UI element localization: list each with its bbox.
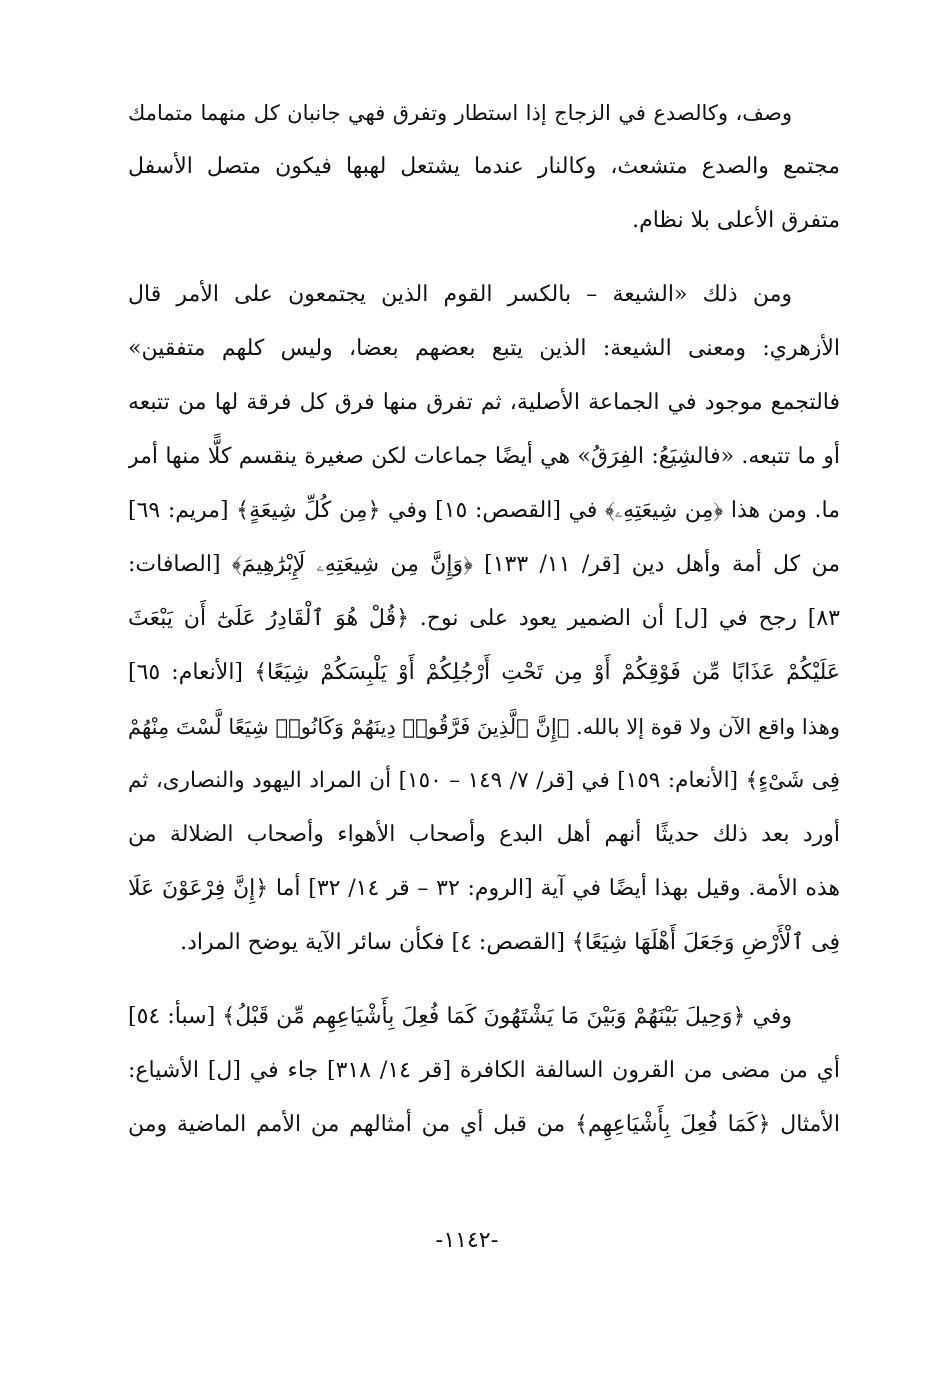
text-line: الأزهري: ومعنى الشيعة: الذين يتبع بعضهم بعضا، وليس كلهم متفقين» <box>128 336 840 361</box>
paragraph <box>128 268 840 970</box>
text-line: الأمثال ﴿كَمَا فُعِلَ بِأَشْيَاعِهِم﴾ من قبل أي من أمثالهم من الأمم الماضية ومن <box>128 1112 840 1137</box>
text-line: متفرق الأعلى بلا نظام. <box>632 208 840 233</box>
text-line: فِى ٱلْأَرْضِ وَجَعَلَ أَهْلَهَا شِيَعًا﴾ [القصص: ٤] فكأن سائر الآية يوضح المراد. <box>180 930 840 955</box>
text-line: من كل أمة وأهل دين [قر/ ١١/ ١٣٣] ﴿وَإِنَّ مِن شِيعَتِهِۦ لَإِبْرَٰهِيمَ﴾ [الصافات: <box>128 552 840 577</box>
paragraph <box>128 990 840 1152</box>
text-line: أورد بعد ذلك حديثًا أنهم أهل البدع وأصحاب الأهواء وأصحاب الضلالة من <box>128 822 840 847</box>
paragraph <box>128 86 840 248</box>
page-number: -١١٤٢- <box>435 1228 499 1253</box>
paragraph-gap <box>128 970 840 990</box>
text-line: ومن ذلك «الشيعة – بالكسر القوم الذين يجتمعون على الأمر قال <box>128 282 792 307</box>
text-line: أو ما تتبعه. «فالشِيَعُ: الفِرَقُ» هي أيضًا جماعات لكن صغيرة ينقسم كلًّا منها أمر <box>128 444 840 469</box>
text-line: وصف، وكالصدع في الزجاج إذا استطار وتفرق فهي جانبان كل منهما متمامك <box>128 101 792 125</box>
text-line: أي من مضى من القرون السالفة الكافرة [قر ١٤/ ٣١٨] جاء في [ل] الأشياع: <box>128 1058 840 1083</box>
text-line: فالتجمع موجود في الجماعة الأصلية، ثم تفرق منها فرق كل فرقة لها من تتبعه <box>128 390 840 415</box>
text-line: هذه الأمة. وقيل بهذا أيضًا في آية [الروم: ٣٢ – قر ١٤/ ٣٢] أما ﴿إِنَّ فِرْعَوْنَ عَلَا <box>128 876 840 901</box>
text-line: وهذا واقع الآن ولا قوة إلا بالله. ﴿إِنَّ ٱلَّذِينَ فَرَّقُوا۟ دِينَهُمْ وَكَانُوا۟ شِيَعًا لَّسْتَ مِنْهُمْ <box>128 715 840 739</box>
text-line: عَلَيْكُمْ عَذَابًا مِّن فَوْقِكُمْ أَوْ مِن تَحْتِ أَرْجُلِكُمْ أَوْ يَلْبِسَكُمْ شِيَعًا﴾ [الأنعام: ٦٥] <box>128 660 840 685</box>
body-text <box>128 86 840 1152</box>
text-line: ٨٣] رجح في [ل] أن الضمير يعود على نوح. ﴿قُلْ هُوَ ٱلْقَادِرُ عَلَىٰٓ أَن يَبْعَثَ <box>128 606 840 631</box>
text-line: وفي ﴿وَحِيلَ بَيْنَهُمْ وَبَيْنَ مَا يَشْتَهُونَ كَمَا فُعِلَ بِأَشْيَاعِهِم مِّن قَبْلُ﴾ [سبأ: ٥٤] <box>128 1004 792 1029</box>
text-line: ما. ومن هذا ﴿مِن شِيعَتِهِۦ﴾ في [القصص: ١٥] وفي ﴿مِن كُلِّ شِيعَةٍ﴾ [مريم: ٦٩] <box>128 498 840 523</box>
text-line: مجتمع والصدع متشعث، وكالنار عندما يشتعل لهبها فيكون متصل الأسفل <box>128 154 840 179</box>
text-line: فِى شَىْءٍ﴾ [الأنعام: ١٥٩] في [قر/ ٧/ ١٤٩ – ١٥٠] أن المراد اليهود والنصارى، ثم <box>128 768 840 793</box>
paragraph-gap <box>128 248 840 268</box>
